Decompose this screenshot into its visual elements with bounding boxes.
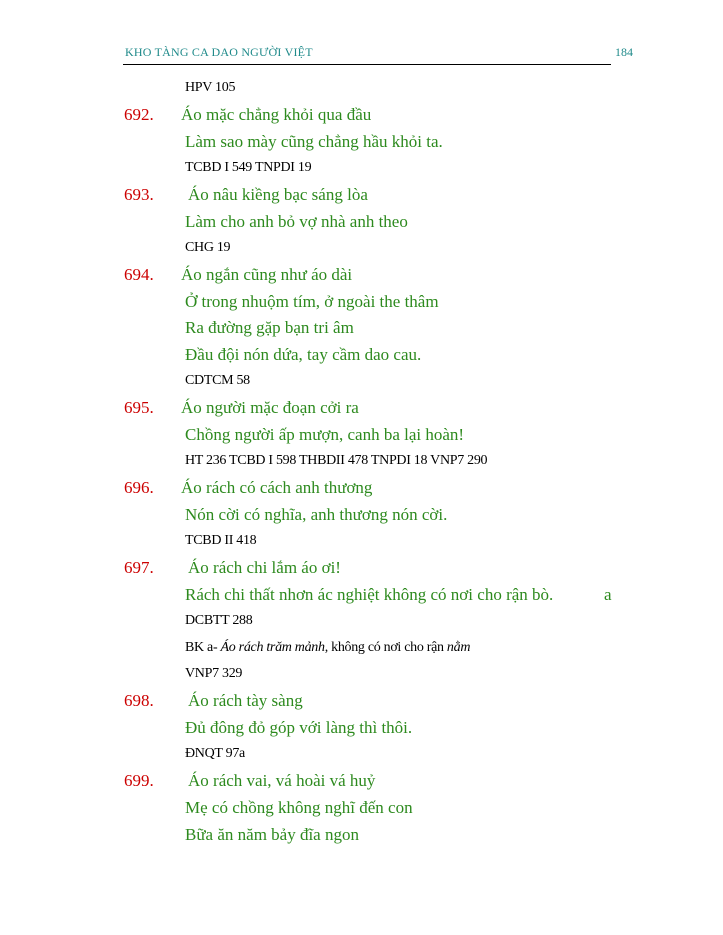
variant-note-italic: nằm xyxy=(446,640,471,655)
variant-note-prefix: BK a- xyxy=(185,640,221,655)
page-number: 184 xyxy=(615,45,633,59)
source-line: TCBD I 549 TNPDI 19 xyxy=(185,160,312,175)
book-title: KHO TÀNG CA DAO NGƯỜI VIỆT xyxy=(125,45,313,59)
verse-line: Chồng người ấp mượn, canh ba lại hoàn! xyxy=(185,425,465,444)
entry-number: 696. xyxy=(124,478,154,497)
source-line: ĐNQT 97a xyxy=(185,746,245,761)
verse-line: Áo mặc chẳng khỏi qua đầu xyxy=(181,105,372,124)
verse-line: Ra đường gặp bạn tri âm xyxy=(185,318,354,337)
running-header xyxy=(123,40,611,65)
variant-note-middle: , không có nơi cho rận xyxy=(324,640,447,655)
entry-number: 694. xyxy=(124,265,154,284)
source-line: DCBTT 288 xyxy=(185,613,253,628)
verse-line: Nón cời có nghĩa, anh thương nón cời. xyxy=(185,505,448,524)
verse-line: Làm cho anh bỏ vợ nhà anh theo xyxy=(185,212,408,231)
verse-line: Rách chi thất nhơn ác nghiệt không có nơi cho rận bò. xyxy=(185,585,554,604)
source-line: HPV 105 xyxy=(185,80,236,95)
verse-line: Đầu đội nón dứa, tay cầm dao cau. xyxy=(185,345,422,364)
verse-line: Ở trong nhuộm tím, ở ngoài the thâm xyxy=(185,292,439,311)
entry-number: 695. xyxy=(124,398,154,417)
verse-line: Áo người mặc đoạn cởi ra xyxy=(181,398,359,417)
entry-number: 698. xyxy=(124,691,154,710)
verse-line: Áo rách có cách anh thương xyxy=(181,478,373,497)
variant-note-italic: Áo rách trăm mảnh xyxy=(220,640,325,655)
verse-line: Mẹ có chồng không nghĩ đến con xyxy=(185,798,413,817)
source-line: TCBD II 418 xyxy=(185,533,257,548)
entry-number: 692. xyxy=(124,105,154,124)
source-line: CDTCM 58 xyxy=(185,373,250,388)
source-line: HT 236 TCBD I 598 THBDII 478 TNPDI 18 VNP7 290 xyxy=(185,453,488,468)
source-line: CHG 19 xyxy=(185,240,231,255)
verse-line: Áo nâu kiềng bạc sáng lòa xyxy=(188,185,368,204)
variant-marker: a xyxy=(604,585,612,604)
source-line: VNP7 329 xyxy=(185,666,243,681)
verse-line: Áo rách chi lắm áo ơi! xyxy=(188,558,341,577)
entry-number: 693. xyxy=(124,185,154,204)
verse-line: Làm sao mày cũng chẳng hầu khỏi ta. xyxy=(185,132,443,151)
entry-number: 699. xyxy=(124,771,154,790)
variant-note xyxy=(185,640,470,656)
verse-line: Áo ngắn cũng như áo dài xyxy=(181,265,353,284)
verse-line: Bữa ăn năm bảy đĩa ngon xyxy=(185,825,359,844)
verse-line: Áo rách vai, vá hoài vá huỷ xyxy=(188,771,376,790)
verse-line: Áo rách tày sàng xyxy=(188,691,303,710)
verse-line: Đủ đông đỏ góp với làng thì thôi. xyxy=(185,718,413,737)
entry-number: 697. xyxy=(124,558,154,577)
